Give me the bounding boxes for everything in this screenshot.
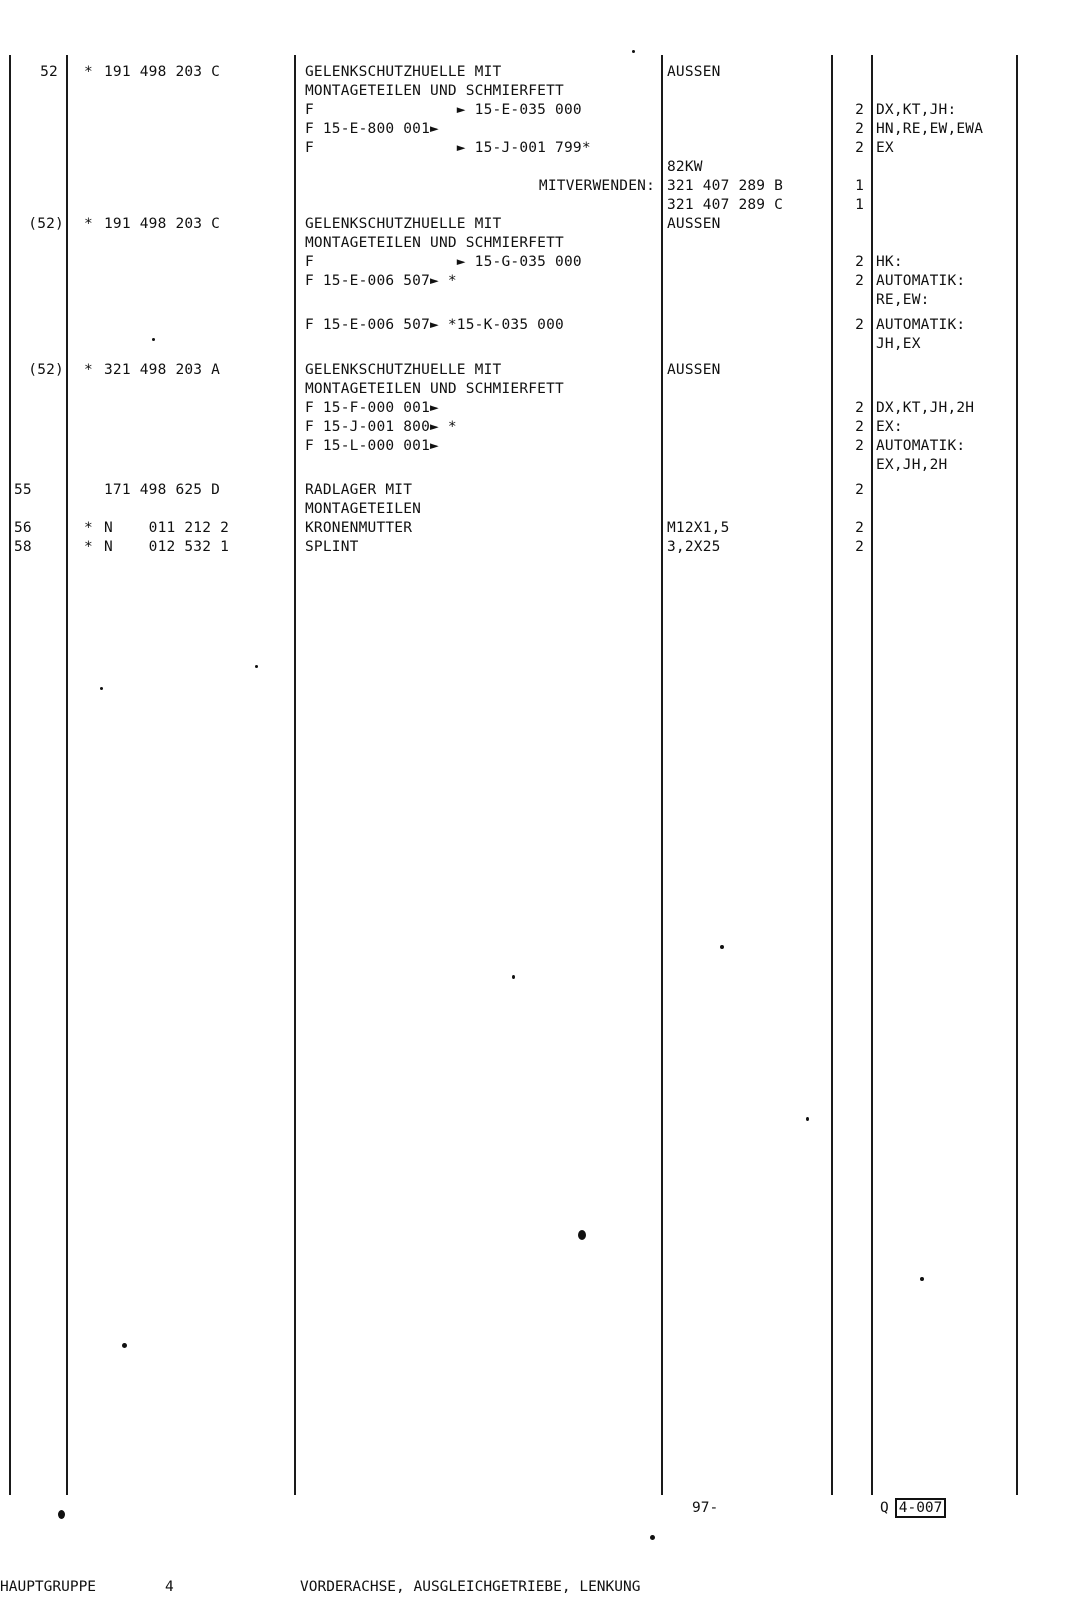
chassis-range: F 15-L-000 001► (305, 438, 439, 454)
model-code: EX: (876, 419, 903, 435)
model-code: DX,KT,JH: (876, 102, 957, 118)
section-letter: Q (880, 1500, 889, 1516)
model-code: HN,RE,EW,EWA (876, 121, 984, 137)
quantity: 2 (855, 539, 864, 555)
change-marker: * (84, 539, 93, 555)
quantity: 2 (855, 520, 864, 536)
column-rule-6 (871, 55, 873, 1495)
group-title: VORDERACHSE, AUSGLEICHGETRIEBE, LENKUNG (300, 1579, 641, 1595)
group-number: 4 (165, 1579, 174, 1595)
chassis-range: F ► 15-J-001 799* (305, 140, 591, 156)
speck (632, 50, 635, 53)
speck (720, 945, 724, 949)
position-number: 58 (14, 539, 32, 555)
section-ref (880, 1500, 946, 1516)
part-number: 321 498 203 A (104, 362, 221, 378)
quantity: 2 (855, 419, 864, 435)
section-code: 4-007 (895, 1498, 947, 1518)
also-use-label: MITVERWENDEN: (538, 178, 655, 194)
model-code: JH,EX (876, 336, 921, 352)
description-line: SPLINT (305, 539, 359, 555)
model-code: HK: (876, 254, 903, 270)
chassis-range: F ► 15-G-035 000 (305, 254, 582, 270)
change-marker: * (84, 64, 93, 80)
remark: AUSSEN (667, 64, 721, 80)
column-rule-4 (661, 55, 663, 1495)
description-line: GELENKSCHUTZHUELLE MIT (305, 64, 502, 80)
model-code: AUTOMATIK: (876, 438, 966, 454)
chassis-range: F ► 15-E-035 000 (305, 102, 582, 118)
description-line: MONTAGETEILEN (305, 501, 422, 517)
group-label: HAUPTGRUPPE (0, 1579, 97, 1595)
quantity: 2 (855, 121, 864, 137)
position-number: 52 (40, 64, 58, 80)
model-code: DX,KT,JH,2H (876, 400, 975, 416)
model-code: RE,EW: (876, 292, 930, 308)
quantity: 2 (855, 254, 864, 270)
position-number: (52) (28, 362, 64, 378)
page-number: 97- (692, 1500, 719, 1516)
remark: 82KW (667, 159, 703, 175)
change-marker: * (84, 216, 93, 232)
description-line: GELENKSCHUTZHUELLE MIT (305, 362, 502, 378)
part-number: 191 498 203 C (104, 64, 221, 80)
quantity: 2 (855, 102, 864, 118)
model-code: EX,JH,2H (876, 457, 948, 473)
speck (578, 1230, 586, 1240)
part-number: N 012 532 1 (104, 539, 230, 555)
position-number: 55 (14, 482, 32, 498)
part-number: 171 498 625 D (104, 482, 221, 498)
speck (152, 338, 155, 341)
speck (512, 975, 515, 979)
quantity: 1 (855, 197, 864, 213)
part-number: N 011 212 2 (104, 520, 230, 536)
position-number: (52) (28, 216, 64, 232)
part-number: 191 498 203 C (104, 216, 221, 232)
column-rule-1 (9, 55, 11, 1495)
column-rule-2 (66, 55, 68, 1495)
quantity: 2 (855, 140, 864, 156)
remark: AUSSEN (667, 216, 721, 232)
model-code: AUTOMATIK: (876, 317, 966, 333)
column-rule-7 (1016, 55, 1018, 1495)
description-line: MONTAGETEILEN UND SCHMIERFETT (305, 381, 564, 397)
speck (255, 665, 258, 668)
quantity: 2 (855, 317, 864, 333)
quantity: 2 (855, 482, 864, 498)
change-marker: * (84, 520, 93, 536)
quantity: 2 (855, 438, 864, 454)
chassis-range: F 15-E-006 507► *15-K-035 000 (305, 317, 564, 333)
chassis-range: F 15-E-800 001► (305, 121, 439, 137)
speck (122, 1343, 127, 1348)
chassis-range: F 15-J-001 800► * (305, 419, 457, 435)
description-line: KRONENMUTTER (305, 520, 413, 536)
chassis-range: F 15-F-000 001► (305, 400, 439, 416)
description-line: RADLAGER MIT (305, 482, 413, 498)
model-code: EX (876, 140, 894, 156)
quantity: 2 (855, 273, 864, 289)
speck (806, 1117, 809, 1121)
speck (650, 1535, 655, 1540)
change-marker: * (84, 362, 93, 378)
chassis-range: F 15-E-006 507► * (305, 273, 457, 289)
column-rule-5 (831, 55, 833, 1495)
description-line: MONTAGETEILEN UND SCHMIERFETT (305, 235, 564, 251)
speck (58, 1510, 65, 1519)
quantity: 2 (855, 400, 864, 416)
related-part-number: 321 407 289 B (667, 178, 784, 194)
position-number: 56 (14, 520, 32, 536)
description-line: GELENKSCHUTZHUELLE MIT (305, 216, 502, 232)
quantity: 1 (855, 178, 864, 194)
remark: M12X1,5 (667, 520, 730, 536)
remark: 3,2X25 (667, 539, 721, 555)
remark: AUSSEN (667, 362, 721, 378)
column-rule-3 (294, 55, 296, 1495)
model-code: AUTOMATIK: (876, 273, 966, 289)
related-part-number: 321 407 289 C (667, 197, 784, 213)
description-line: MONTAGETEILEN UND SCHMIERFETT (305, 83, 564, 99)
speck (100, 687, 103, 690)
speck (920, 1277, 924, 1281)
